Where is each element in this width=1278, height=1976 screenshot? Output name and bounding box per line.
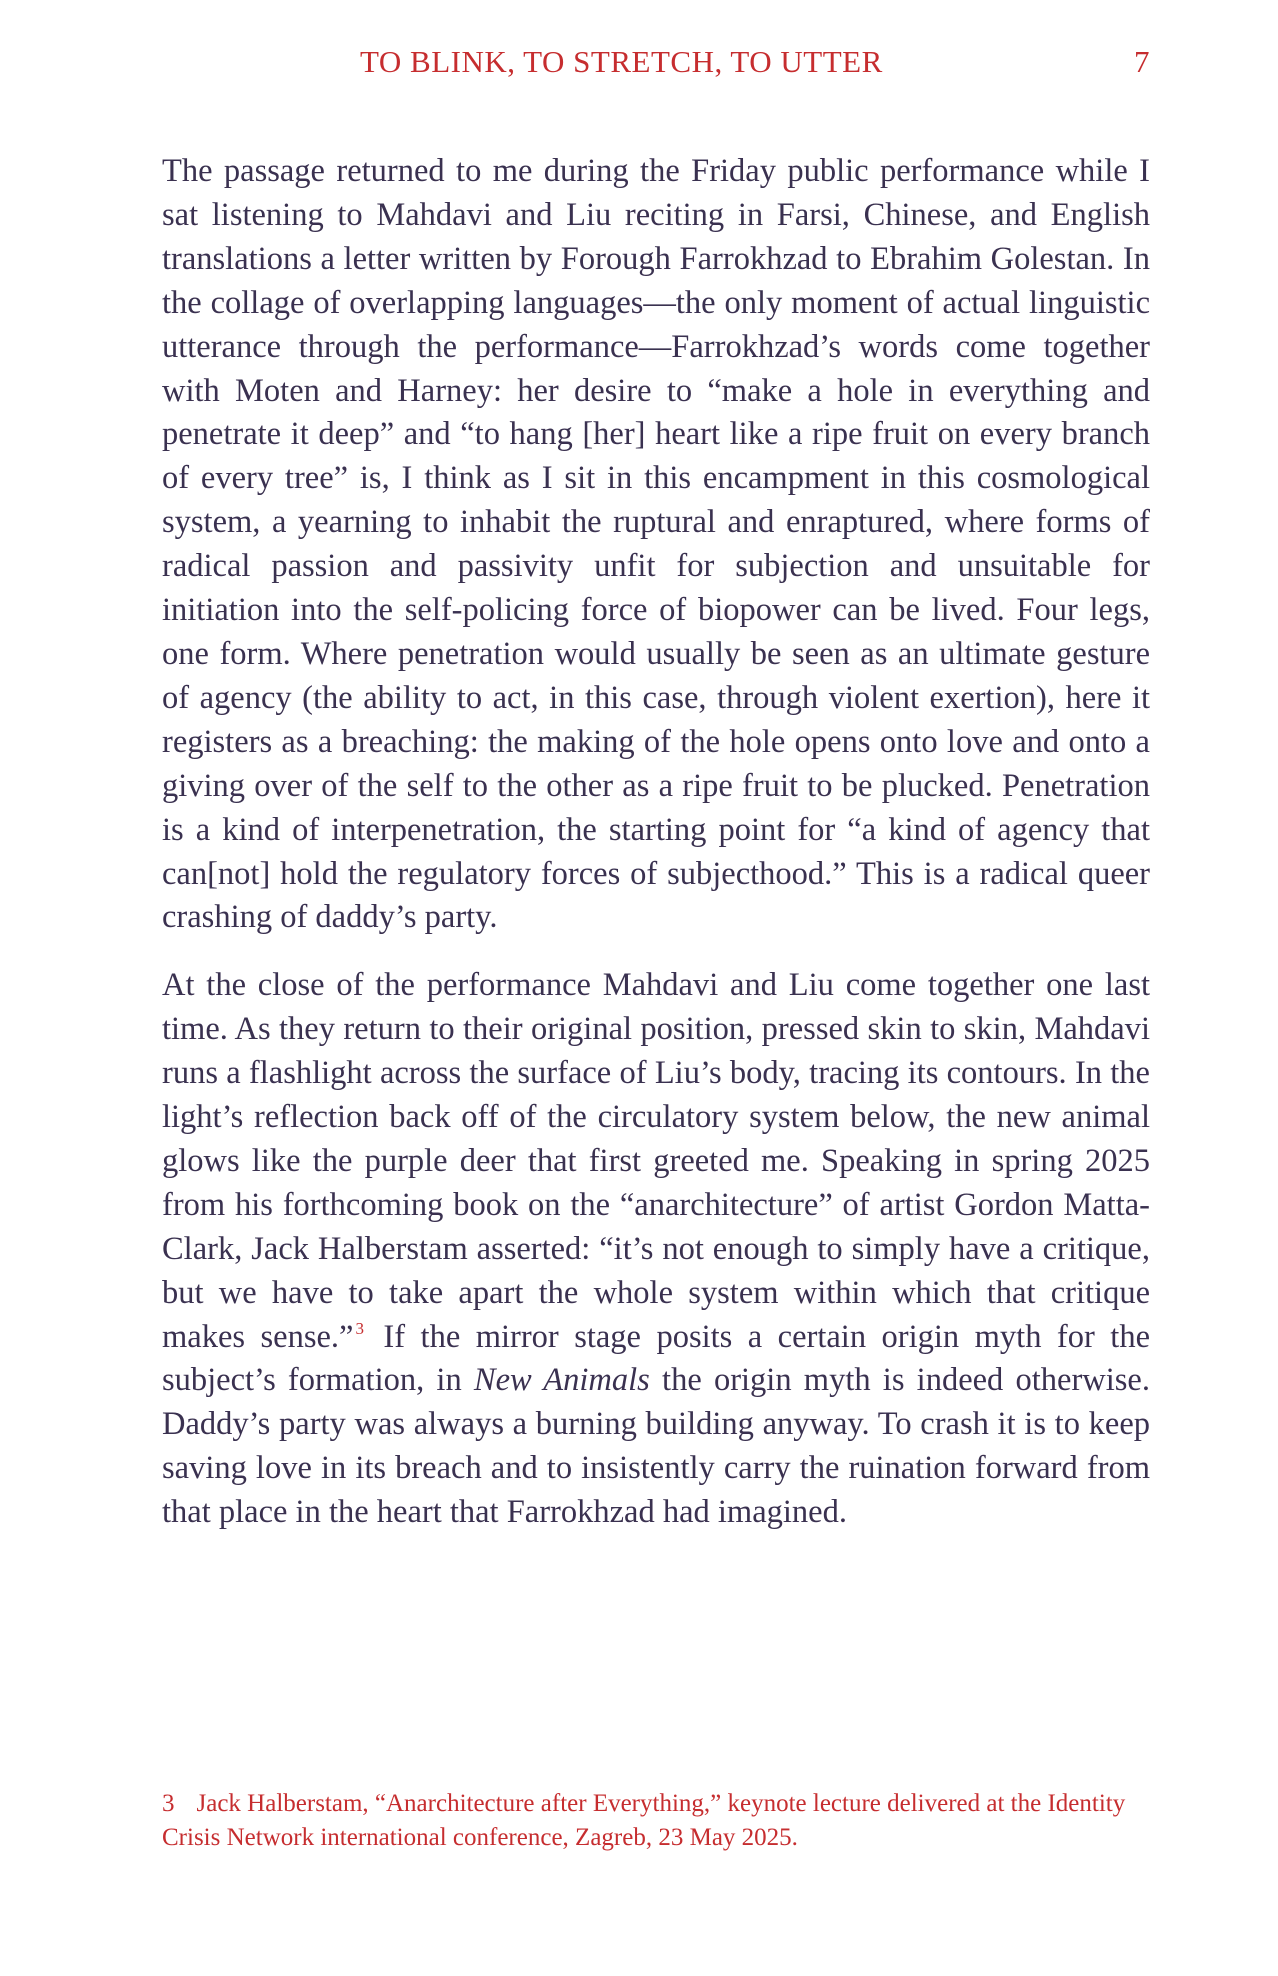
- paragraph-2-text-b: If the mirror stage posits a certain origin myth for the subject’s formation, in: [162, 1318, 1150, 1399]
- paragraph-2: [162, 964, 1150, 1535]
- paragraph-1: The passage returned to me during the Friday public performance while I sat listening to Mahdavi and Liu reciting in Farsi, Chinese, and English translations a letter written by Forough Farrokhzad to Ebrahim Golestan. In the collage of overlapping languages—the only moment of actual linguistic utterance through the performance—Farrokhzad’s words come together with Moten and Harney: her desire to “make a hole in everything and penetrate it deep” and “to hang [her] heart like a ripe fruit on every branch of every tree” is, I think as I sit in this encampment in this cosmological system, a yearning to inhabit the ruptural and enraptured, where forms of radical passion and passivity unfit for subjection and unsuitable for initiation into the self-policing force of biopower can be lived. Four legs, one form. Where penetration would usually be seen as an ultimate gesture of agency (the ability to act, in this case, through violent exertion), here it registers as a breaching: the making of the hole opens onto love and onto a giving over of the self to the other as a ripe fruit to be plucked. Penetration is a kind of interpenetration, the starting point for “a kind of agency that can[not] hold the regulatory forces of subjecthood.” This is a radical queer crashing of daddy’s party.: [162, 153, 1150, 936]
- footnote: [162, 1787, 1150, 1855]
- paragraph-2-text-a: At the close of the performance Mahdavi and Liu come together one last time. As they return to their original position, pressed skin to skin, Mahdavi runs a flashlight across the surface of Liu’s body, tracing its contours. In the light’s reflection back off of the circulatory system below, the new animal glows like the purple deer that first greeted me. Speaking in spring 2025 from his forthcoming book on the “anarchitecture” of artist Gordon Matta-Clark, Jack Halberstam asserted: “it’s not enough to simply have a critique, but we have to take apart the whole system within which that critique makes sense.”: [162, 967, 1150, 1355]
- running-header: [162, 40, 1150, 86]
- page-number: 7: [1134, 44, 1150, 79]
- paragraph-2-text-c: the origin myth is indeed otherwise. Daddy’s party was always a burning building anyway. To crash it is to keep saving love in its breach and to insistently carry the ruination forward from that place in the heart that Farrokhzad had imagined.: [162, 1362, 1150, 1531]
- artwork-title: New Animals: [473, 1362, 650, 1399]
- running-title: TO BLINK, TO STRETCH, TO UTTER: [360, 44, 883, 79]
- main-text: [162, 150, 1150, 1559]
- footnote-number: 3: [162, 1790, 175, 1817]
- footnote-reference: 3: [355, 1318, 364, 1338]
- footnote-text: Jack Halberstam, “Anarchitecture after Everything,” keynote lecture delivered at the Identity Crisis Network international conference, Zagreb, 23 May 2025.: [162, 1790, 1126, 1851]
